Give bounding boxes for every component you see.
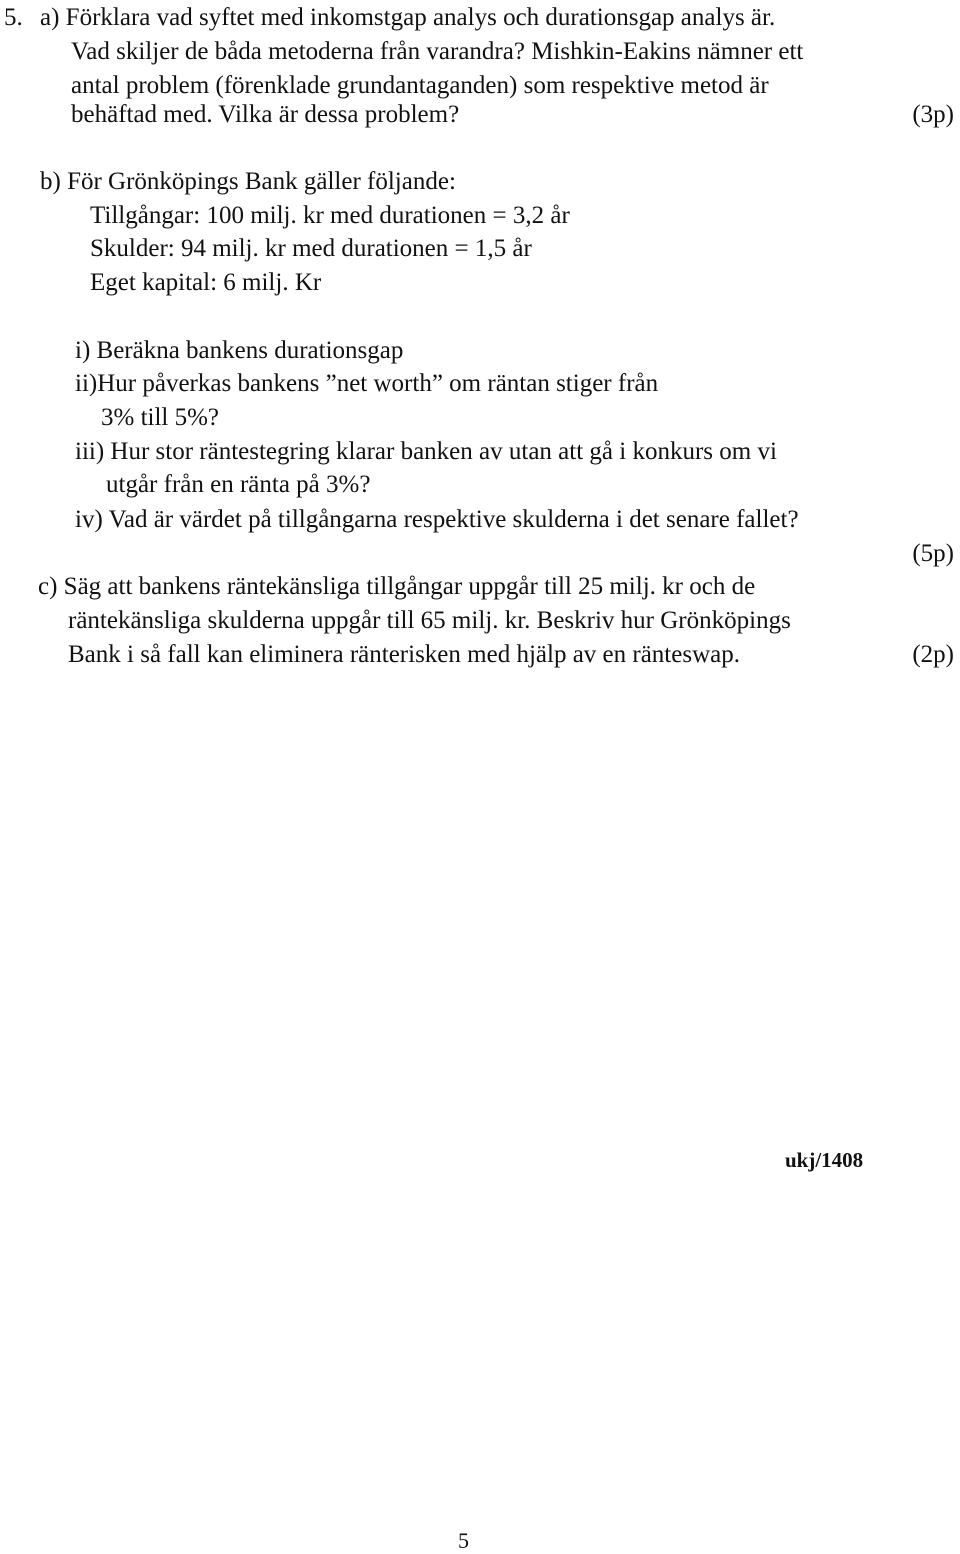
- page-number: 5: [458, 1528, 469, 1553]
- part-b-fact-liabilities: Skulder: 94 milj. kr med durationen = 1,5 år: [90, 235, 532, 262]
- question-number: 5.: [4, 4, 23, 31]
- part-b-sub-i: i) Beräkna bankens durationsgap: [75, 337, 404, 364]
- part-a-line-4: behäftad med. Vilka är dessa problem?: [71, 101, 460, 128]
- part-a-line-1: a) Förklara vad syftet med inkomstgap analys och durationsgap analys är.: [40, 4, 776, 31]
- part-b-fact-equity: Eget kapital: 6 milj. Kr: [90, 269, 322, 296]
- part-b-sub-iii-cont: utgår från en ränta på 3%?: [106, 471, 371, 498]
- part-b-intro: b) För Grönköpings Bank gäller följande:: [40, 168, 456, 195]
- part-c-line-3: Bank i så fall kan eliminera ränterisken med hjälp av en ränteswap.: [68, 641, 740, 668]
- document-code: ukj/1408: [785, 1148, 864, 1172]
- part-b-sub-iv: iv) Vad är värdet på tillgångarna respektive skulderna i det senare fallet?: [75, 506, 799, 533]
- part-a-points: (3p): [912, 101, 954, 128]
- part-c-points: (2p): [912, 641, 954, 668]
- part-c-line-2: räntekänsliga skulderna uppgår till 65 milj. kr. Beskriv hur Grönköpings: [68, 607, 791, 634]
- part-b-fact-assets: Tillgångar: 100 milj. kr med durationen = 3,2 år: [90, 202, 570, 229]
- part-a-line-3: antal problem (förenklade grundantaganden) som respektive metod är: [71, 72, 769, 99]
- part-b-sub-iii: iii) Hur stor räntestegring klarar banken av utan att gå i konkurs om vi: [75, 438, 777, 465]
- part-c-line-1: c) Säg att bankens räntekänsliga tillgångar uppgår till 25 milj. kr och de: [38, 573, 756, 600]
- part-b-sub-ii: ii)Hur påverkas bankens ”net worth” om räntan stiger från: [75, 370, 659, 397]
- part-b-sub-ii-cont: 3% till 5%?: [101, 404, 220, 431]
- part-a-line-2: Vad skiljer de båda metoderna från varandra? Mishkin-Eakins nämner ett: [71, 38, 804, 65]
- part-b-points: (5p): [912, 540, 954, 567]
